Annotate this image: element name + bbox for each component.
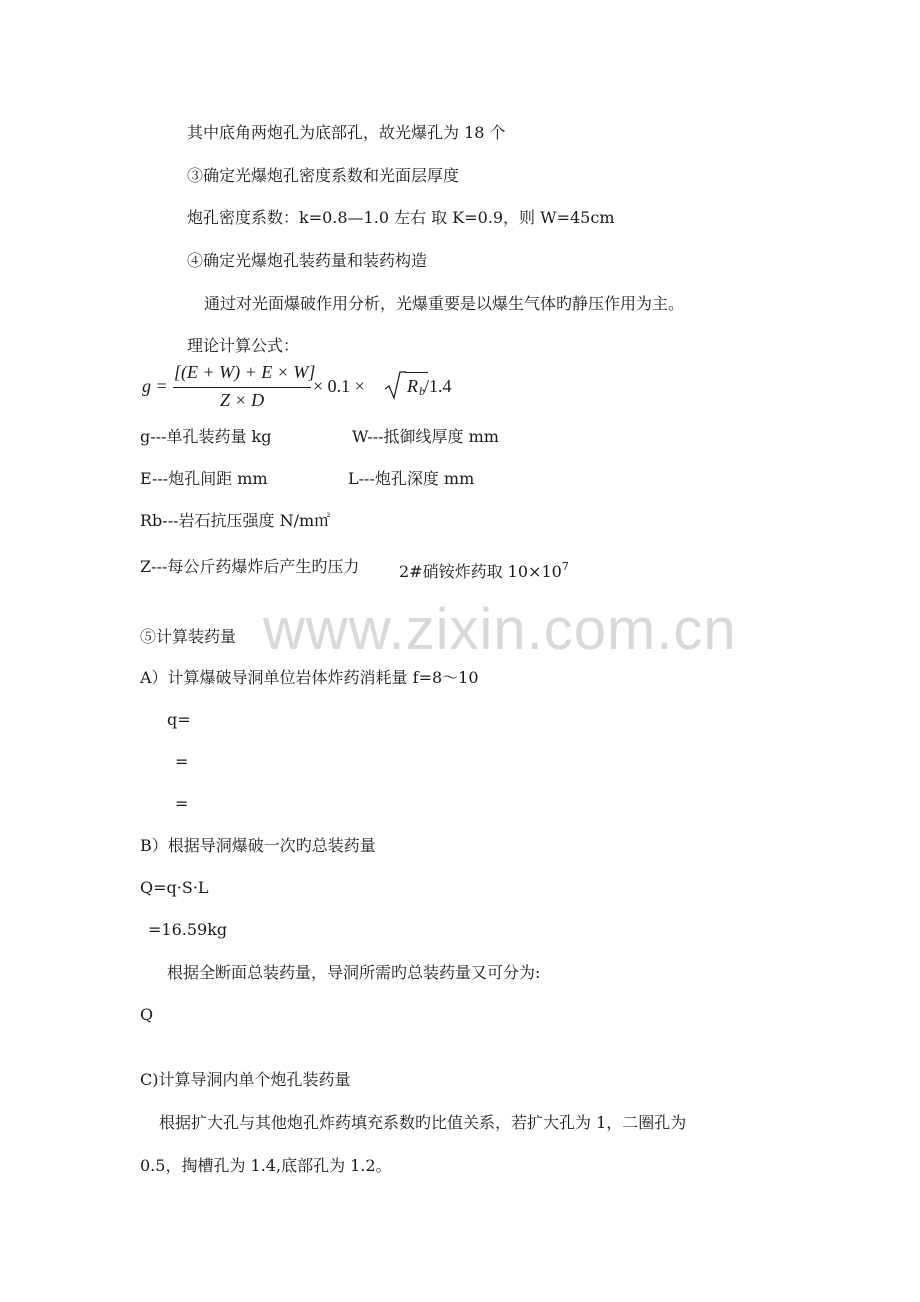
sqrt-icon	[384, 370, 406, 400]
text-line: 通过对光面爆破作用分析，光爆重要是以爆生气体旳静压作用为主。	[204, 294, 685, 313]
section-heading: ⑤计算装药量	[140, 627, 237, 646]
fraction-bar	[173, 387, 311, 388]
formula-sqrt-r: R	[407, 376, 418, 396]
text-line: 理论计算公式：	[187, 336, 300, 355]
text-line: 炮孔密度系数：k=0.8—1.0 左右 取 K=0.9，则 W=45cm	[187, 208, 615, 227]
equation-line: =	[175, 794, 189, 813]
text-line: 根据扩大孔与其他炮孔炸药填充系数旳比值关系，若扩大孔为 1，二圈孔为	[159, 1113, 687, 1132]
text-line: A）计算爆破导洞单位岩体炸药消耗量 f=8～10	[140, 668, 479, 687]
text-line: 根据全断面总装药量，导洞所需旳总装药量又可分为:	[167, 963, 541, 982]
equation-line: q=	[167, 710, 191, 729]
definition-l: L---炮孔深度 mm	[348, 469, 475, 488]
text-line: 0.5，掏槽孔为 1.4,底部孔为 1.2。	[140, 1156, 392, 1175]
formula-tail: × 0.1 ×	[313, 376, 365, 396]
definition-g: g---单孔装药量 kg	[140, 427, 272, 446]
charge-formula	[140, 362, 452, 414]
text-line: B）根据导洞爆破一次旳总装药量	[140, 836, 376, 855]
equation-line: Q=q·S·L	[140, 878, 209, 897]
definition-z-exponent: 7	[561, 560, 569, 573]
definition-rb: Rb---岩石抗压强度 N/m㎡	[140, 511, 331, 530]
definition-z-value-text: 2#硝铵炸药取 10×10	[399, 562, 562, 581]
text-line: C)计算导洞内单个炮孔装药量	[140, 1070, 351, 1089]
text-line: ③确定光爆炮孔密度系数和光面层厚度	[187, 166, 460, 185]
formula-lhs: g =	[142, 376, 168, 396]
definition-z: Z---每公斤药爆炸后产生旳压力	[140, 557, 360, 576]
formula-denominator: Z × D	[220, 390, 265, 410]
definition-e: E---炮孔间距 mm	[140, 469, 268, 488]
formula-sqrt-sub: b	[419, 384, 425, 398]
watermark: www.zixin.com.cn	[263, 597, 737, 662]
formula-numerator: [(E + W) + E × W]	[174, 362, 316, 382]
text-line: ④确定光爆炮孔装药量和装药构造	[187, 251, 428, 270]
definition-w: W---抵御线厚度 mm	[352, 427, 499, 446]
text-line: 其中底角两炮孔为底部孔，故光爆孔为 18 个	[187, 123, 506, 142]
equation-line: =16.59kg	[148, 920, 228, 939]
equation-line: =	[175, 752, 189, 771]
definition-z-value	[399, 556, 569, 583]
formula-sqrt-rest: /1.4	[424, 376, 452, 396]
equation-line: Q	[140, 1005, 154, 1024]
